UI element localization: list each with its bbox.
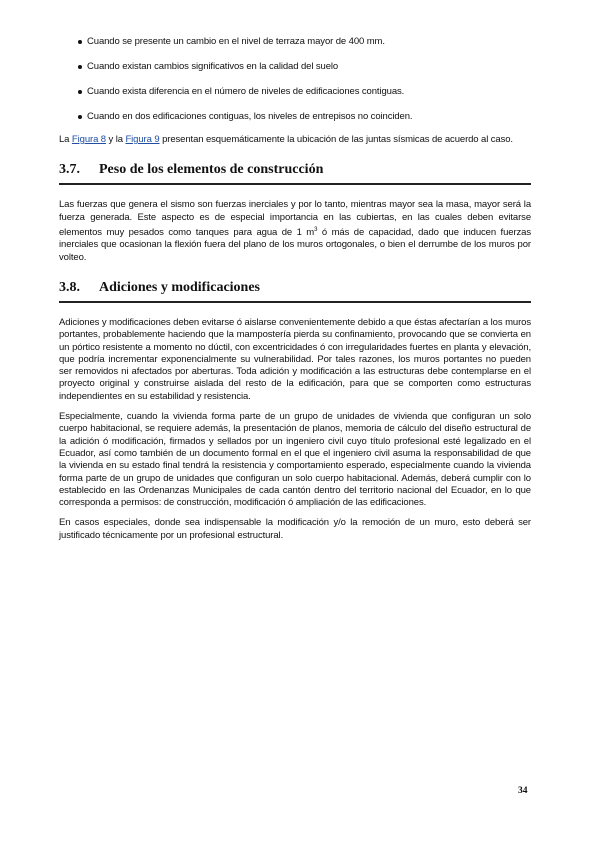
section-3-8-paragraph-1: Adiciones y modificaciones deben evitarse ó aislarse convenientemente debido a que éstas afectarían a los muros portantes, probablemente haciendo que la mampostería pierda su confinamiento, provocando que se convierta en un pórtico resistente a momento no dúctil, con excentricidades ó con irregularidades fuertes en planta y elevación, que podría incrementar exponencialmente su vulnerabilidad. Por tales razones, los muros portantes no pueden ser removidos ni afectados por aberturas. Toda adición y modificación a las estructuras debe contemplarse en el proyecto original y construirse aislada del resto de la edificación, para que se comporten como estructuras independientes en su estabilidad y resistencia. [59,316,531,402]
section-3-7-heading: 3.7. Peso de los elementos de construcción [59,162,531,185]
section-3-8-paragraph-3: En casos especiales, donde sea indispensable la modificación y/o la remoción de un muro, esto deberá ser justificado técnicamente por un profesional estructural. [59,517,531,541]
figura-8-link[interactable]: Figura 8 [71,134,106,145]
document-page [59,36,531,550]
section-3-8-heading: 3.8. Adiciones y modificaciones [59,280,531,303]
list-item: Cuando en dos edificaciones contiguas, los niveles de entrepisos no coinciden. [59,111,531,123]
bullet-icon [78,115,82,119]
section-3-7-paragraph: Las fuerzas que genera el sismo son fuerzas inerciales y por lo tanto, mientras mayor sea la masa, mayor será la fuerza generada. Este aspecto es de especial importancia en las cubiertas, en las cuales deben evitarse elementos muy pesados como tanques para agua de 1 $m^3$ ó más de capacidad, dado que inducen fuerzas inerciales que ocasionan la flexión fuera del plano de los muros ortogonales, o bien el derrumbe de los muros por volteo. [59,199,531,263]
list-item: Cuando se presente un cambio en el nivel de terraza mayor de 400 mm. [59,36,531,48]
figure-reference-paragraph: La Figura 8 y la Figura 9 presentan esquemáticamente la ubicación de las juntas sísmicas de acuerdo al caso. [59,134,513,145]
figura-9-link[interactable]: Figura 9 [125,134,160,145]
bullet-icon [78,65,82,69]
page-number: 34 [518,786,528,796]
list-item: Cuando exista diferencia en el número de niveles de edificaciones contiguas. [59,86,531,98]
bullet-icon [78,40,82,44]
section-3-8-paragraph-2: Especialmente, cuando la vivienda forma parte de un grupo de unidades de vivienda que configuran un solo cuerpo habitacional, se requiere además, la presentación de planos, memoria de cálculo del diseño estructural de la adición ó modificación, firmados y sellados por un ingeniero civil cuyo título profesional esté legalizado en el Ecuador, así como también de un documento formal en el que el ingeniero civil asuma la responsabilidad de que la vivienda en su estado final tendrá la resistencia y comportamiento esperado, especialmente cuando la vivienda forma parte de un grupo de unidades que configuran un solo cuerpo habitacional. Además, deberá cumplir con lo establecido en las Ordenanzas Municipales de cada cantón dentro del territorio nacional del Ecuador, en lo que corresponda a permisos: de construcción, modificación ó ampliación de las edificaciones. [59,411,531,509]
bullet-icon [78,90,82,94]
list-item: Cuando existan cambios significativos en la calidad del suelo [59,61,531,73]
bullet-list [59,36,531,123]
